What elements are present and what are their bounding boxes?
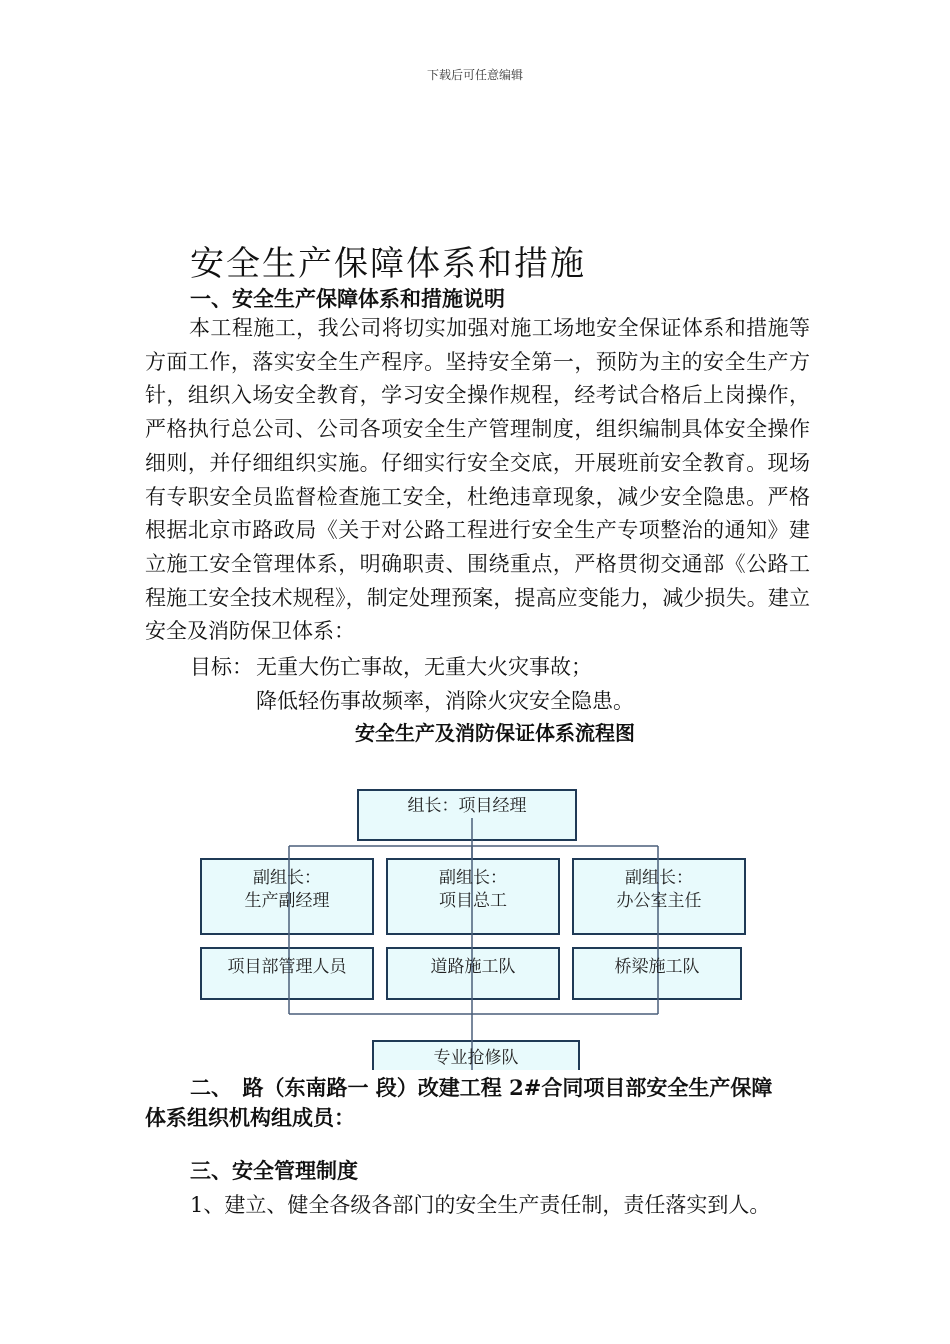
section-2-heading (145, 1073, 815, 1133)
section-2-line-1: 二、 路（东南路一 段）改建工程 2#合同项目部安全生产保障 (190, 1075, 773, 1100)
team-2-label: 道路施工队 (430, 957, 516, 977)
deputy-2-name: 项目总工 (439, 891, 507, 911)
team-1-label: 项目部管理人员 (227, 957, 347, 977)
section-2-line-2: 体系组织机构组成员： (145, 1105, 355, 1130)
document-title: 安全生产保障体系和措施 (190, 244, 586, 284)
section-3-item-1: 1、建立、健全各级各部门的安全生产责任制，责任落实到人。 (190, 1193, 771, 1217)
section-1-heading: 一、安全生产保障体系和措施说明 (190, 286, 505, 311)
goal-label: 目标： (190, 655, 253, 679)
team-3-label: 桥梁施工队 (614, 957, 700, 977)
connector-lines (289, 818, 658, 1070)
flowchart-title: 安全生产及消防保证体系流程图 (355, 721, 635, 745)
deputy-1-name: 生产副经理 (244, 891, 330, 911)
section-3-heading: 三、安全管理制度 (190, 1158, 358, 1183)
deputy-3-title: 副组长： (625, 868, 693, 888)
goal-line-2: 降低轻伤事故频率，消除火灾安全隐患。 (256, 689, 634, 713)
deputy-1-title: 副组长： (253, 868, 321, 888)
deputy-3-name: 办公室主任 (616, 891, 702, 911)
flowchart (0, 770, 950, 1070)
section-1-paragraph: 本工程施工，我公司将切实加强对施工场地安全保证体系和措施等方面工作，落实安全生产程序。坚持安全第一，预防为主的安全生产方针，组织入场安全教育，学习安全操作规程，经考试合格后上岗操作，严格执行总公司、公司各项安全生产管理制度，组织编制具体安全操作细则，并仔细组织实施。仔细实行安全交底，开展班前安全教育。现场有专职安全员监督检查施工安全，杜绝违章现象，减少安全隐患。严格根据北京市路政局《关于对公路工程进行安全生产专项整治的通知》建立施工安全管理体系，明确职责、围绕重点，严格贯彻交通部《公路工程施工安全技术规程》，制定处理预案，提高应变能力，减少损失。建立安全及消防保卫体系： (145, 316, 810, 644)
leader-label: 组长：项目经理 (407, 796, 527, 816)
goal-line-1: 无重大伤亡事故，无重大火灾事故； (256, 655, 592, 679)
page-header: 下载后可任意编辑 (426, 68, 523, 82)
repair-label: 专业抢修队 (433, 1048, 519, 1068)
deputy-2-title: 副组长： (439, 868, 507, 888)
